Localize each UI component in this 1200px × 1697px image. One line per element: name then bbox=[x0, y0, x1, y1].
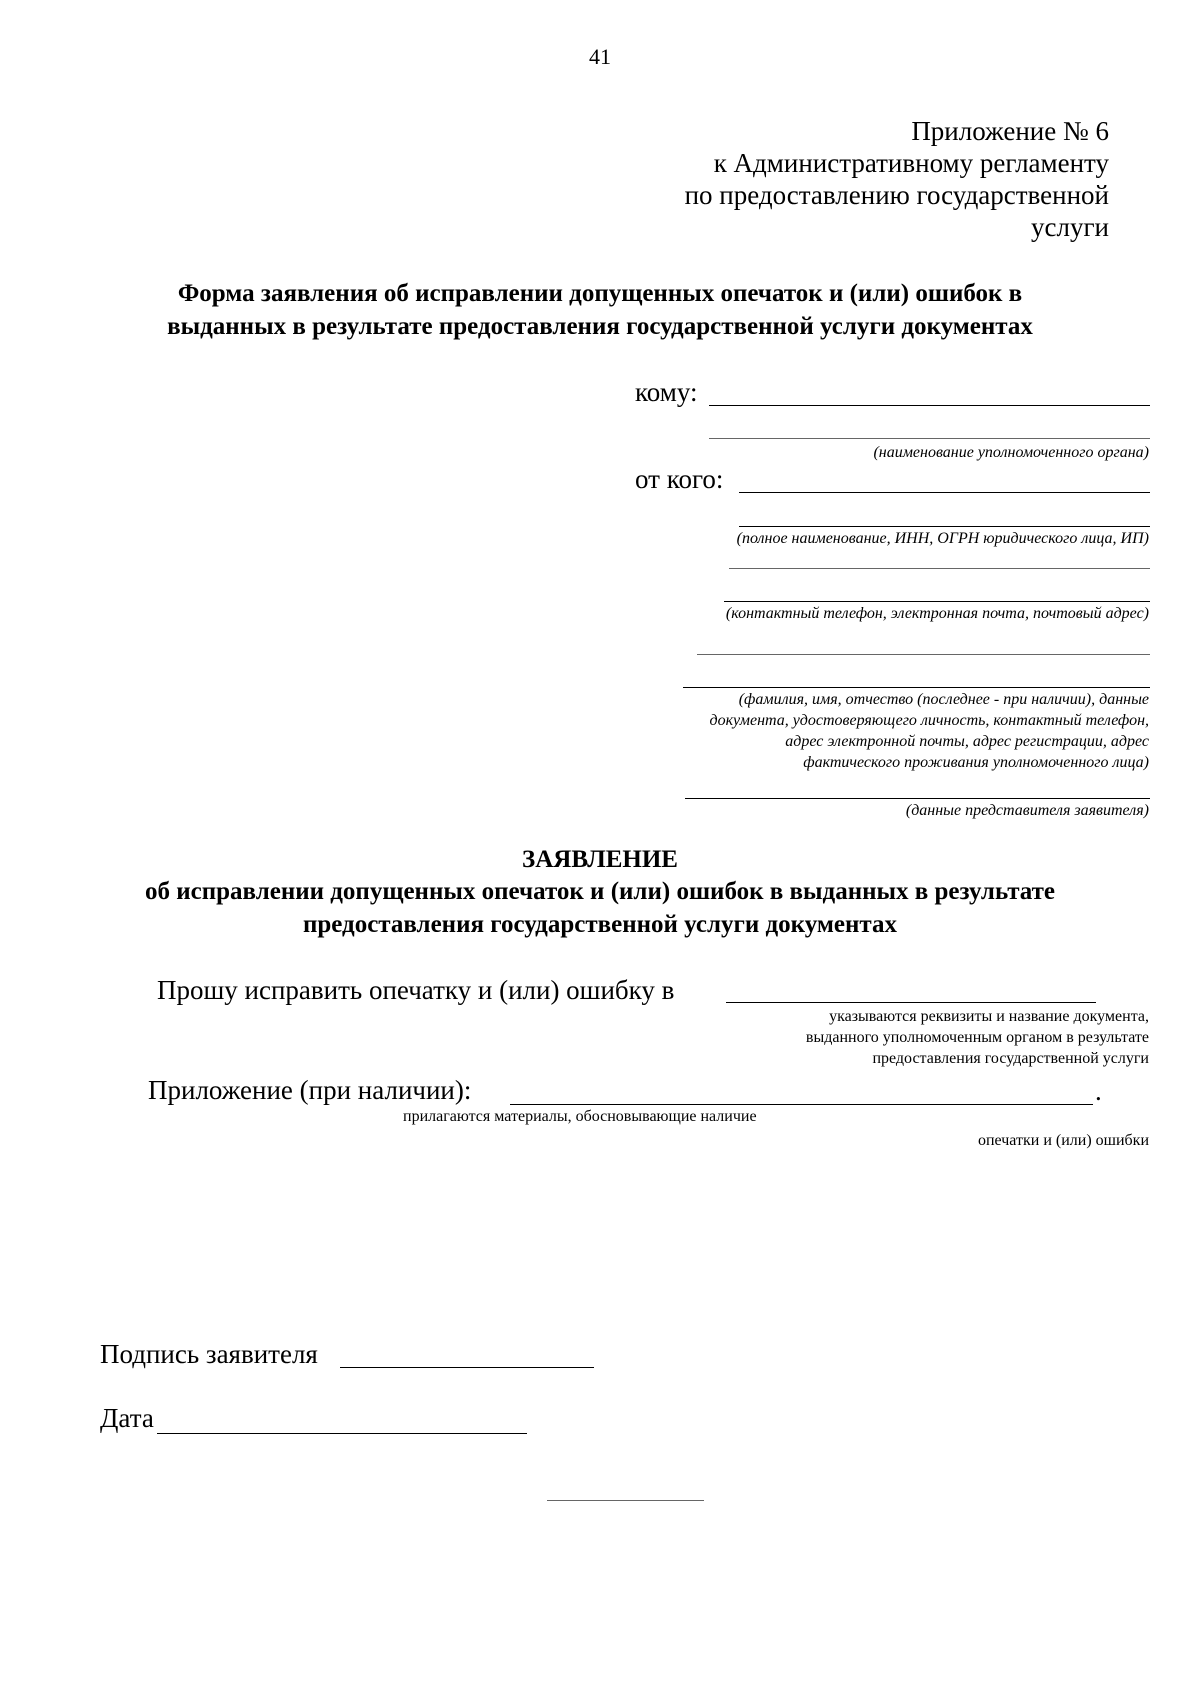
to-caption: (наименование уполномоченного органа) bbox=[873, 444, 1149, 461]
request-caption-2: выданного уполномоченным органом в результате bbox=[805, 1029, 1149, 1046]
request-document-field[interactable] bbox=[726, 1002, 1096, 1003]
from-caption-3-line-2: документа, удостоверяющего личность, контактный телефон, bbox=[709, 712, 1149, 729]
signature-label: Подпись заявителя bbox=[100, 1339, 318, 1369]
to-field-line-1[interactable] bbox=[709, 405, 1150, 406]
attachment-field[interactable] bbox=[510, 1104, 1093, 1105]
statement-heading: ЗАЯВЛЕНИЕ bbox=[522, 846, 678, 873]
from-caption-4: (данные представителя заявителя) bbox=[905, 802, 1149, 819]
from-caption-3-line-3: адрес электронной почты, адрес регистрации, адрес bbox=[785, 733, 1149, 750]
from-caption-3-line-1: (фамилия, имя, отчество (последнее - при наличии), данные bbox=[738, 691, 1149, 708]
from-caption-2: (контактный телефон, электронная почта, почтовый адрес) bbox=[725, 605, 1149, 622]
date-field[interactable] bbox=[157, 1433, 527, 1434]
statement-subtitle-2: предоставления государственной услуги документах bbox=[302, 911, 898, 938]
form-title-line-2: выданных в результате предоставления государственной услуги документах bbox=[167, 313, 1033, 340]
person-field-line-1[interactable] bbox=[697, 654, 1150, 655]
contact-field-line-2[interactable] bbox=[724, 601, 1150, 602]
to-field-line-2[interactable] bbox=[709, 438, 1150, 439]
appendix-line-1: Приложение № 6 bbox=[911, 116, 1109, 146]
statement-subtitle-1: об исправлении допущенных опечаток и (или) ошибок в выданных в результате bbox=[144, 878, 1056, 905]
contact-field-line-1[interactable] bbox=[729, 568, 1150, 569]
from-field-line-2[interactable] bbox=[739, 526, 1150, 527]
from-caption-1: (полное наименование, ИНН, ОГРН юридического лица, ИП) bbox=[736, 530, 1149, 547]
appendix-line-2: к Административному регламенту bbox=[713, 148, 1109, 178]
representative-field-line[interactable] bbox=[685, 798, 1150, 799]
from-caption-3-line-4: фактического проживания уполномоченного лица) bbox=[803, 754, 1149, 771]
form-title-line-1: Форма заявления об исправлении допущенных опечаток и (или) ошибок в bbox=[177, 280, 1023, 307]
person-field-line-2[interactable] bbox=[683, 687, 1150, 688]
attachment-caption-2: опечатки и (или) ошибки bbox=[977, 1132, 1149, 1149]
page-number: 41 bbox=[589, 44, 611, 69]
attachment-text: Приложение (при наличии): bbox=[148, 1075, 472, 1105]
to-label: кому: bbox=[635, 377, 698, 407]
appendix-line-4: услуги bbox=[1031, 212, 1109, 242]
appendix-line-3: по предоставлению государственной bbox=[684, 180, 1109, 210]
request-caption-1: указываются реквизиты и название документа, bbox=[829, 1008, 1149, 1025]
request-text: Прошу исправить опечатку и (или) ошибку в bbox=[157, 975, 675, 1005]
request-caption-3: предоставления государственной услуги bbox=[872, 1050, 1149, 1067]
from-label: от кого: bbox=[635, 464, 724, 494]
bottom-separator bbox=[547, 1500, 704, 1501]
attachment-caption-1: прилагаются материалы, обосновывающие наличие bbox=[403, 1108, 757, 1125]
from-field-line-1[interactable] bbox=[739, 492, 1150, 493]
signature-field[interactable] bbox=[340, 1367, 594, 1368]
date-label: Дата bbox=[100, 1403, 154, 1433]
attachment-period: . bbox=[1095, 1076, 1102, 1106]
